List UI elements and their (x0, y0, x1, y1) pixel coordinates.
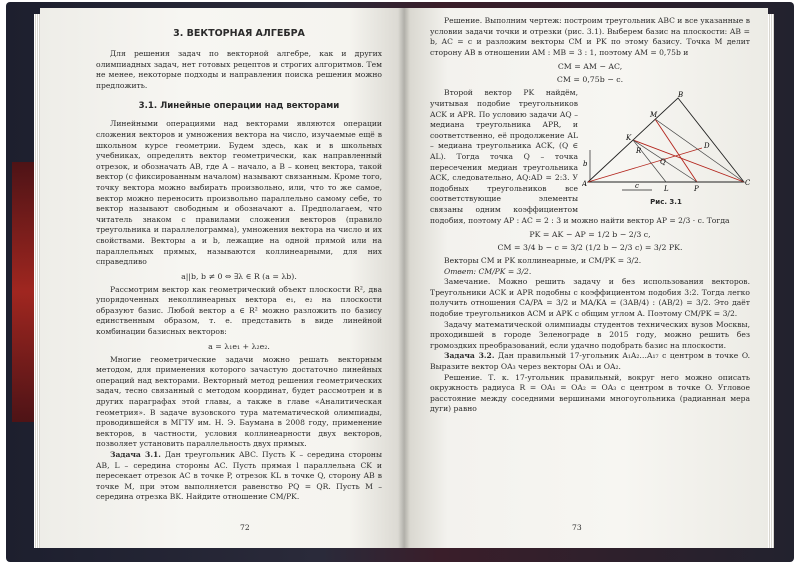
segment-mc (655, 119, 744, 182)
label-k: K (626, 134, 632, 143)
median-ad (588, 148, 702, 182)
label-l: L (664, 185, 669, 194)
solution-intro: Решение. Выполним чертеж: построим треугольник ABC и все указанные в условии задачи точки и отрезки (рис. 3.1). Выберем базис на плоскости: AB = b, AC = c и разложим векторы CM и PK по этому базису. Точка M делит сторону AB в отношении AM : MB = 3 : 1, поэтому AM = 0,75b и (430, 16, 750, 57)
paragraph-vectors: Линейными операциями над векторами являются операции сложения векторов и умножения вектора на число, изучаемые ещё в школьном курсе геометрии. Будем здесь, как и в школьных учебниках, определять вектор геометрически, как направленный отрезок, и обозначать AB, где A – начало, а B – конец вектора, такой вектор (с фиксированным началом) называют связанным. Кроме того, точку вектора можно выбирать произвольно, или, что то же самое, вектор можно переносить произвольно параллельно самому себе, то вектор называют свободным и обозначают a. Предполагаем, что читатель знаком с правилами сложения векторов (правило треугольника и параллелограмма), умножения вектора на число и их свойствами. Векторы a и b, лежащие на одной прямой или на параллельных прямых, называются коллинеарными, для них справедливо (96, 119, 382, 267)
intro-paragraph: Для решения задач по векторной алгебре, как и других олимпиадных задач, нет готовых рецептов и строгих алгоритмов. Тем не менее, некоторые подходы и направления поиска решения можно предложить. (96, 49, 382, 90)
formula-cm-2: CM = 0,75b − c. (556, 75, 624, 85)
label-c: C (745, 179, 750, 188)
label-r: R (636, 147, 642, 156)
figure-caption: Рис. 3.1 (650, 198, 682, 207)
task-3-1 (96, 450, 382, 503)
left-page (40, 8, 404, 548)
formula-cm-pk: CM = 3/4 b − c = 3/2 (1/2 b − 2/3 c) = 3/2 PK. (497, 243, 683, 253)
label-vector-b: b (583, 160, 588, 169)
label-b: B (678, 91, 684, 100)
section-title: 3.1. Линейные операции над векторами (138, 101, 340, 112)
chapter-title: 3. ВЕКТОРНАЯ АЛГЕБРА (173, 28, 305, 39)
label-p: P (694, 185, 699, 194)
answer: Ответ: CM/PK = 3/2. (444, 266, 532, 276)
task-label: Задача 3.1. (110, 450, 161, 459)
solution-3-2: Решение. Т. к. 17-угольник правильный, вокруг него можно описать окружность радиуса R = OA₁ = OA₂ = OA₃ с центром в точке O. Угловое расстояние между соседними вершинами многоугольника (радианная мера дуги) равно (430, 372, 750, 414)
page-number-right: 73 (572, 523, 582, 532)
task-3-2 (430, 351, 750, 372)
solution-similarity: Второй вектор PK найдём, учитывая подобие треугольников ACK и APR. По условию задачи AQ – медиана треугольника APR, и соответственно, её продолжение AL – медиана треугольника ACK, (Q ∈ AL). Тогда точка Q – точка пересечения медиан треугольника ACK, следовательно, AQ:AD = 2:3. У подобных треугольников все соответствующие элементы связаны одним коэффициентом подобия, поэтому AP : AC = 2 : 3 и можно найти вектор AP = 2/3 · c. Тогда (430, 88, 730, 225)
page-stack-right (768, 14, 774, 548)
formula-pk: PK = AK − AP = 1/2 b − 2/3 c, (529, 230, 651, 240)
collinear-conclusion: Векторы CM и PK коллинеарные, и CM/PK = 3/2. (444, 256, 642, 266)
label-a: A (582, 180, 588, 189)
label-q: Q (660, 158, 666, 167)
book-gutter (398, 8, 410, 548)
olympiad-paragraph: Задачу математической олимпиады студентов технических вузов Москвы, проходившей в городе Зеленограде в 2015 году, можно решить без громоздких преобразований, если удачно подобрать базис на плоскости. (430, 319, 750, 350)
task-label-2: Задача 3.2. (444, 351, 495, 361)
page-number-left: 72 (240, 523, 250, 532)
figure-3-1 (582, 90, 750, 206)
label-vector-c: c (635, 182, 639, 191)
remark: Замечание. Можно решить задачу и без использования векторов. Треугольники ACK и APR подобны с коэффициентом подобия 3:2. Тогда легко получить отношения CA/PA = 3/2 и MA/KA = (3AB/4) : (AB/2) = 3/2. Это даёт подобие треугольников ACM и APK с общим углом A. Поэтому CM/PK = 3/2. (430, 277, 750, 319)
decomposition-formula: a = λ₁e₁ + λ₂e₂. (208, 341, 270, 351)
right-page (404, 8, 768, 548)
triangle-abc (588, 98, 744, 182)
triangle-diagram (582, 90, 750, 194)
label-d: D (704, 142, 710, 151)
paragraph-method: Многие геометрические задачи можно решать векторным методом, для применения которого зачастую достаточно линейных операций над векторами. Векторный метод решения геометрических задач, тесно связанный с методом координат, будет рассмотрен и в других параграфах этой главы, а также в главе «Аналитическая геометрия». В задаче вузовского тура математической олимпиады, проводившейся в МГТУ им. Н. Э. Баумана в 2008 году, применение векторов, в частности, условия коллинеарности двух векторов, позволяет установить параллельность двух прямых. (96, 354, 382, 449)
collinearity-formula: a||b, b ≠ 0 ⇔ ∃λ ∈ R (a = λb). (181, 271, 297, 281)
paragraph-basis: Рассмотрим вектор как геометрический объект плоскости R², два упорядоченных неколлинеарных вектора e₁, e₂ на плоскости образуют базис. Любой вектор a ∈ R² можно разложить по базису единственным образом, т. е. представить в виде линейной комбинации базисных векторов: (96, 284, 382, 337)
task-text-2: Дан правильный 17-угольник A₁A₂…A₁₇ с центром в точке O. Выразите вектор OA₃ через векторы OA₁ и OA₂. (430, 351, 751, 372)
formula-cm-1: CM = AM − AC, (557, 62, 623, 72)
label-m: M (650, 111, 658, 120)
task-text: Дан треугольник ABC. Пусть K – середина стороны AB, L – середина стороны AC. Пусть прямая l параллельна CK и пересекает отрезок AC в точке P, отрезок KL в точке Q, сторону AB в точке M, при этом выполняется равенство PQ = QR. Пусть M – середина отрезка BK. Найдите отношение CM/PK. (96, 450, 383, 502)
